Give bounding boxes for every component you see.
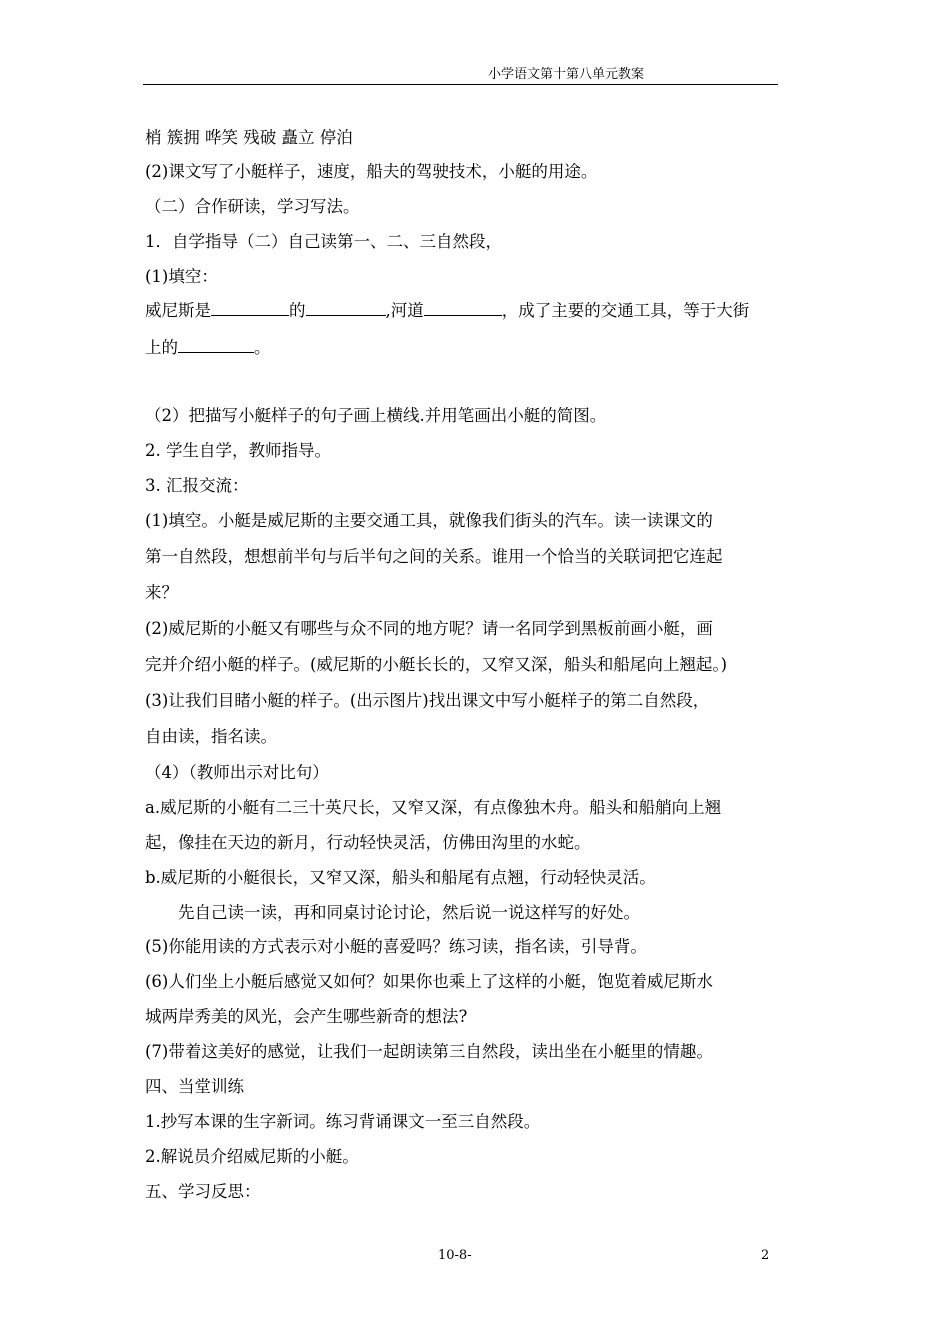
fill-text: 威尼斯是: [145, 301, 211, 320]
body-line: （4）（教师出示对比句）: [145, 763, 329, 782]
fill-text: ,河道: [385, 301, 424, 320]
section-heading: 五、学习反思：: [145, 1182, 261, 1201]
body-line: 1．自学指导（二）自己读第一、二、三自然段，: [145, 232, 502, 251]
body-line: (2)课文写了小艇样子，速度，船夫的驾驶技术，小艇的用途。: [145, 162, 598, 181]
body-line: a.威尼斯的小艇有二三十英尺长，又窄又深，有点像独木舟。船头和船艄向上翘: [145, 798, 722, 817]
fill-in-blank-line: [145, 299, 749, 322]
body-line: 3. 汇报交流：: [145, 476, 249, 495]
body-line: 城两岸秀美的风光，会产生哪些新奇的想法?: [145, 1007, 468, 1026]
fill-in-blank-line: [145, 336, 271, 359]
fill-text: 。: [254, 338, 271, 357]
fill-text: 上的: [145, 338, 178, 357]
body-line: 2.解说员介绍威尼斯的小艇。: [145, 1147, 359, 1166]
page-number: 2: [761, 1248, 770, 1263]
body-line: (1)填空。小艇是威尼斯的主要交通工具，就像我们街头的汽车。读一读课文的: [145, 511, 713, 530]
blank-line: [178, 336, 254, 353]
body-line: 自由读，指名读。: [145, 727, 277, 746]
body-line: 来？: [145, 583, 178, 602]
page-header-title: 小学语文第十第八单元教案: [488, 67, 645, 82]
section-heading: （二）合作研读，学习写法。: [145, 197, 360, 216]
blank-line: [424, 299, 502, 316]
body-line: （2）把描写小艇样子的句子画上横线.并用笔画出小艇的简图。: [145, 406, 607, 425]
body-line: b.威尼斯的小艇很长，又窄又深，船头和船尾有点翘，行动轻快灵活。: [145, 868, 656, 887]
body-line: (7)带着这美好的感觉，让我们一起朗读第三自然段，读出坐在小艇里的情趣。: [145, 1042, 713, 1061]
body-line: (2)威尼斯的小艇又有哪些与众不同的地方呢？请一名同学到黑板前画小艇，画: [145, 619, 713, 638]
body-line: 2. 学生自学，教师指导。: [145, 441, 331, 460]
body-line: 起，像挂在天边的新月，行动轻快灵活，仿佛田沟里的水蛇。: [145, 833, 591, 852]
footer-code: 10-8-: [438, 1248, 472, 1263]
body-line: 完并介绍小艇的样子。(威尼斯的小艇长长的，又窄又深，船头和船尾向上翘起。): [145, 655, 728, 674]
body-line-vocab: 梢 簇拥 哗笑 残破 矗立 停泊: [145, 128, 353, 147]
fill-text: 的: [289, 301, 306, 320]
fill-text: ，成了主要的交通工具，等于大街: [501, 301, 750, 320]
body-line: 先自己读一读，再和同桌讨论讨论，然后说一说这样写的好处。: [178, 903, 640, 922]
header-rule: [143, 84, 778, 85]
body-line: (6)人们坐上小艇后感觉又如何？如果你也乘上了这样的小艇，饱览着威尼斯水: [145, 972, 713, 991]
blank-line: [306, 299, 386, 316]
body-line: (1)填空：: [145, 267, 218, 286]
body-line: 1.抄写本课的生字新词。练习背诵课文一至三自然段。: [145, 1112, 541, 1131]
body-line: (3)让我们目睹小艇的样子。(出示图片)找出课文中写小艇样子的第二自然段，: [145, 691, 710, 710]
body-line: (5)你能用读的方式表示对小艇的喜爱吗？练习读，指名读，引导背。: [145, 937, 647, 956]
section-heading: 四、当堂训练: [145, 1077, 244, 1096]
blank-line: [211, 299, 289, 316]
body-line: 第一自然段，想想前半句与后半句之间的关系。谁用一个恰当的关联词把它连起: [145, 547, 723, 566]
